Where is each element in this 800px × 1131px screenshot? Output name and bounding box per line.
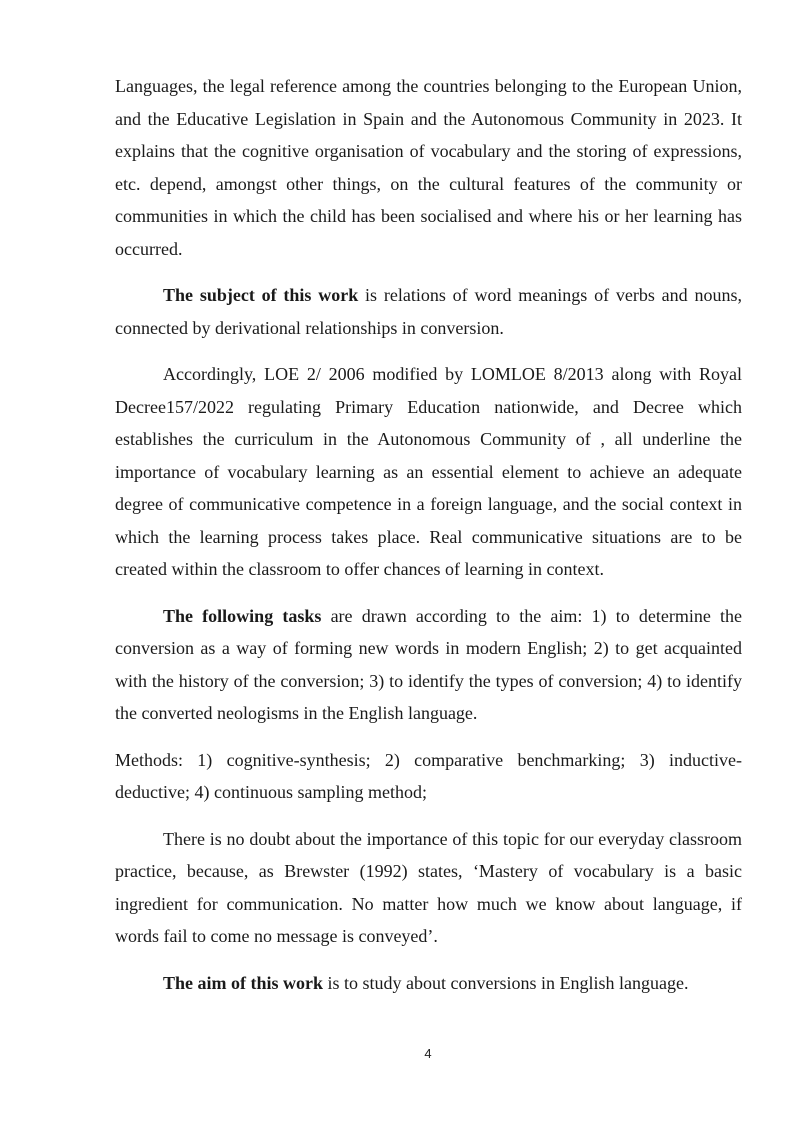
importance-paragraph: There is no doubt about the importance of this topic for our everyday classroom practice, because, as Brewster (1992) states, ‘Mastery of vocabulary is a basic ingredient for communication. No matter how much we know about language, if words fail to come no message is conveyed’.	[115, 828, 742, 946]
page-number: 4	[424, 1046, 432, 1061]
tasks-heading: The following tasks	[163, 605, 322, 626]
tasks-paragraph	[115, 600, 742, 730]
methods-paragraph: Methods: 1) cognitive-synthesis; 2) comparative benchmarking; 3) inductive-deductive; 4) continuous sampling method;	[115, 749, 742, 802]
legislation-paragraph: Accordingly, LOE 2/ 2006 modified by LOMLOE 8/2013 along with Royal Decree157/2022 regulating Primary Education nationwide, and Decree which establishes the curriculum in the Autonomous Community of , all underline the importance of vocabulary learning as an essential element to achieve an adequate degree of communicative competence in a foreign language, and the social context in which the learning process takes place. Real communicative situations are to be created within the classroom to offer chances of learning in context.	[115, 364, 742, 579]
intro-paragraph: Languages, the legal reference among the countries belonging to the European Union, and the Educative Legislation in Spain and the Autonomous Community in 2023. It explains that the cognitive organisation of vocabulary and the storing of expressions, etc. depend, amongst other things, on the cultural features of the community or communities in which the child has been socialised and where his or her learning has occurred.	[115, 76, 742, 259]
aim-paragraph	[115, 967, 742, 1000]
subject-paragraph	[115, 279, 742, 344]
aim-heading: The aim of this work	[163, 972, 324, 993]
subject-text: is relations of word meanings of verbs and nouns, connected by derivational relationships in conversion.	[115, 285, 742, 338]
aim-text: is to study about conversions in English language.	[323, 972, 689, 993]
document-page	[115, 70, 742, 999]
subject-heading: The subject of this work	[163, 285, 359, 305]
tasks-text: are drawn according to the aim: 1) to determine the conversion as a way of forming new words in modern English; 2) to get acquainted with the history of the conversion; 3) to identify the types of conversion; 4) to identify the converted neologisms in the English language.	[115, 605, 742, 723]
